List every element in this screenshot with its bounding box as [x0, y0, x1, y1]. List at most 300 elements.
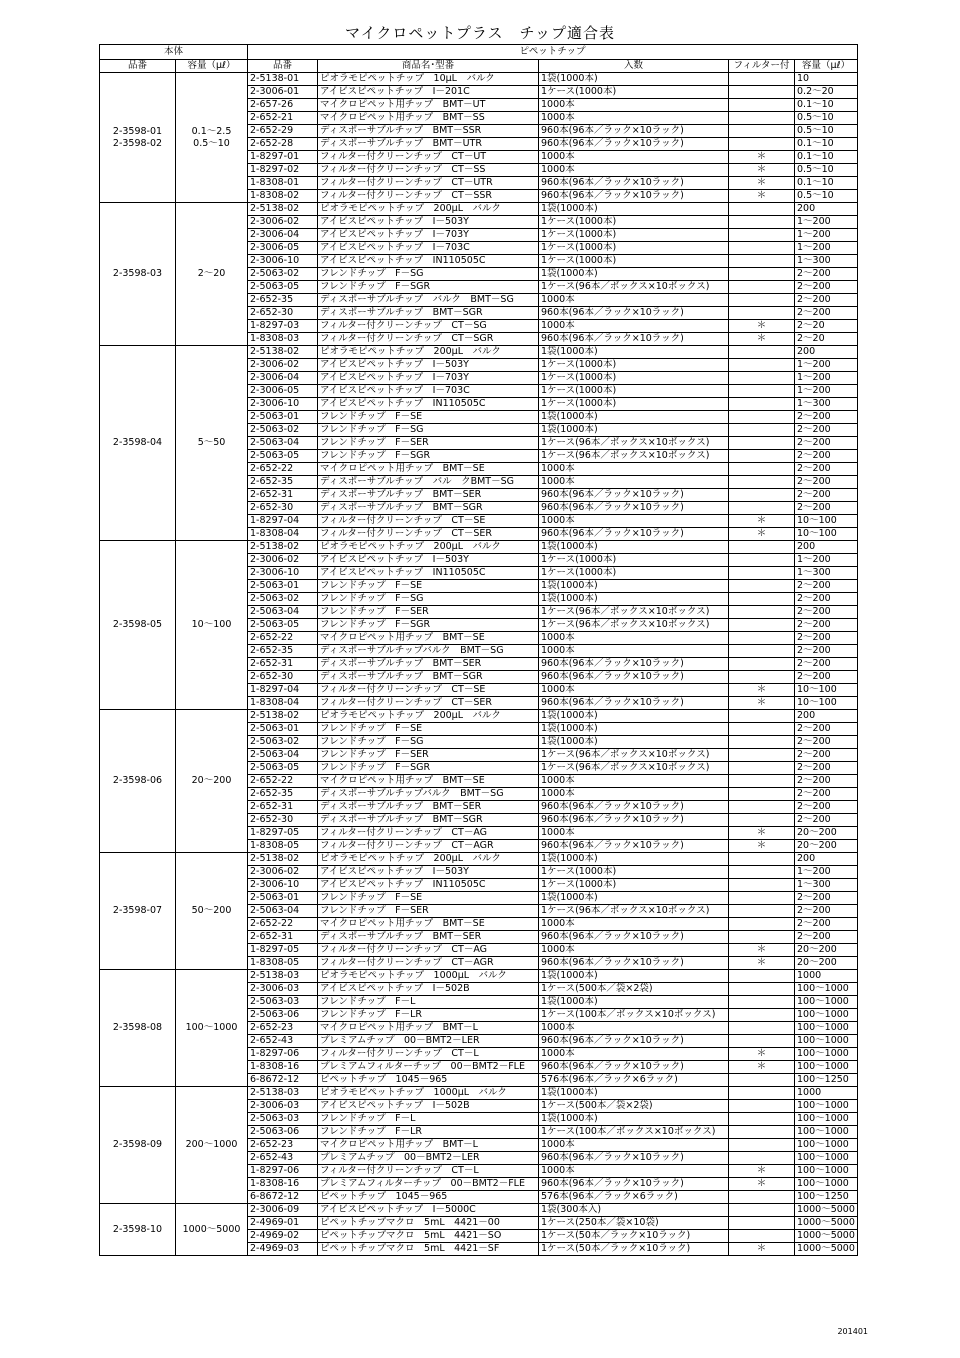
tip-code: 2-5063-01 — [248, 411, 318, 424]
tip-name: ディスポーサブルチップ BMT－SGR — [318, 814, 539, 827]
tip-code: 2-3006-05 — [248, 385, 318, 398]
filter-mark: ＊ — [729, 1243, 795, 1256]
tip-code: 1-8308-04 — [248, 697, 318, 710]
tip-name: ディスポーサブルチップ BMT－SGR — [318, 671, 539, 684]
tip-quantity: 1000本 — [539, 1139, 729, 1152]
tip-quantity: 1袋(1000本) — [539, 970, 729, 983]
filter-mark: ＊ — [729, 164, 795, 177]
tip-code: 1-8297-04 — [248, 684, 318, 697]
tip-quantity: 1ケース(96本／ボックス×10ボックス) — [539, 619, 729, 632]
tip-quantity: 1ケース(1000本) — [539, 554, 729, 567]
filter-mark — [729, 1217, 795, 1230]
tip-code: 2-5063-05 — [248, 450, 318, 463]
tip-quantity: 1袋(1000本) — [539, 424, 729, 437]
tip-name: マイクロピペット用チップ BMT－UT — [318, 99, 539, 112]
tip-name: ディスポーサブルチップバルク BMT－SG — [318, 788, 539, 801]
tip-volume: 2～200 — [795, 762, 858, 775]
tip-name: フィルター付クリーンチップ CT－SS — [318, 164, 539, 177]
tip-volume: 100～1000 — [795, 1165, 858, 1178]
tip-code: 2-652-22 — [248, 463, 318, 476]
tip-name: フレンドチップ F－SER — [318, 606, 539, 619]
tip-quantity: 1000本 — [539, 515, 729, 528]
body-code-cell — [100, 203, 176, 346]
tip-volume: 0.5～10 — [795, 164, 858, 177]
tip-name: アイビスピペットチップ I－503Y — [318, 216, 539, 229]
tip-name: ディスポーサブルチップ BMT－UTR — [318, 138, 539, 151]
tip-volume: 100～1000 — [795, 1152, 858, 1165]
tip-quantity: 960本(96本／ラック×10ラック) — [539, 840, 729, 853]
tip-volume: 1～200 — [795, 385, 858, 398]
tip-volume: 2～200 — [795, 671, 858, 684]
tip-name: ピペットチップマクロ 5mL 4421－SO — [318, 1230, 539, 1243]
tip-volume: 2～200 — [795, 476, 858, 489]
tip-code: 2-5063-02 — [248, 736, 318, 749]
tip-name: ディスポーサブルチップ BMT－SER — [318, 658, 539, 671]
tip-code: 2-5063-01 — [248, 580, 318, 593]
body-code-cell — [100, 541, 176, 710]
tip-volume: 1～300 — [795, 567, 858, 580]
tip-volume: 100～1000 — [795, 1048, 858, 1061]
tip-quantity: 1000本 — [539, 1048, 729, 1061]
tip-volume: 100～1000 — [795, 1035, 858, 1048]
tip-volume: 2～200 — [795, 580, 858, 593]
filter-mark — [729, 203, 795, 216]
tip-name: フレンドチップ F－L — [318, 1113, 539, 1126]
revision-code: 201401 — [837, 1327, 868, 1336]
filter-mark — [729, 411, 795, 424]
tip-quantity: 1000本 — [539, 827, 729, 840]
tip-quantity: 1ケース(96本／ボックス×10ボックス) — [539, 437, 729, 450]
tip-name: マイクロピペット用チップ BMT－L — [318, 1022, 539, 1035]
body-volume: 10～100 — [191, 619, 232, 630]
tip-volume: 200 — [795, 710, 858, 723]
page-title: マイクロペットプラス チップ適合表 — [344, 24, 616, 42]
tip-quantity: 1袋(300本入) — [539, 1204, 729, 1217]
tip-volume: 0.1～10 — [795, 99, 858, 112]
tip-code: 2-5063-06 — [248, 1009, 318, 1022]
filter-mark — [729, 294, 795, 307]
tip-quantity: 1袋(1000本) — [539, 580, 729, 593]
tip-volume: 2～200 — [795, 723, 858, 736]
tip-volume: 1～200 — [795, 359, 858, 372]
tip-volume: 2～200 — [795, 658, 858, 671]
tip-name: フレンドチップ F－SGR — [318, 281, 539, 294]
tip-code: 1-8297-05 — [248, 944, 318, 957]
tip-quantity: 1袋(1000本) — [539, 593, 729, 606]
tip-name: ピペットチップ 1045－965 — [318, 1074, 539, 1087]
tip-code: 1-8308-03 — [248, 333, 318, 346]
tip-volume: 2～200 — [795, 294, 858, 307]
tip-name: フィルター付クリーンチップ CT－AGR — [318, 840, 539, 853]
tip-name: ディスポーサブルチップ BMT－SER — [318, 489, 539, 502]
filter-mark — [729, 606, 795, 619]
tip-name: マイクロピペット用チップ BMT－SE — [318, 918, 539, 931]
tip-quantity: 1ケース(250本／袋×10袋) — [539, 1217, 729, 1230]
body-volume-cell — [176, 853, 248, 970]
filter-mark: ＊ — [729, 1048, 795, 1061]
filter-mark — [729, 775, 795, 788]
tip-volume: 2～200 — [795, 450, 858, 463]
tip-volume: 1000～5000 — [795, 1230, 858, 1243]
tip-volume: 100～1000 — [795, 1178, 858, 1191]
tip-volume: 2～200 — [795, 437, 858, 450]
tip-quantity: 1ケース(1000本) — [539, 86, 729, 99]
table-body — [100, 73, 858, 1256]
tip-quantity: 1ケース(500本／袋×2袋) — [539, 1100, 729, 1113]
filter-mark — [729, 1022, 795, 1035]
tip-quantity: 1ケース(96本／ボックス×10ボックス) — [539, 606, 729, 619]
tip-quantity: 1000本 — [539, 1022, 729, 1035]
tip-name: アイビスピペットチップ I－503Y — [318, 554, 539, 567]
tip-code: 2-5138-02 — [248, 853, 318, 866]
table-row — [100, 970, 858, 983]
tip-quantity: 1ケース(100本／ボックス×10ボックス) — [539, 1009, 729, 1022]
tip-volume: 2～200 — [795, 905, 858, 918]
tip-volume: 1000～5000 — [795, 1204, 858, 1217]
filter-mark — [729, 476, 795, 489]
tip-code: 2-5138-02 — [248, 541, 318, 554]
tip-code: 1-8308-05 — [248, 957, 318, 970]
filter-mark — [729, 138, 795, 151]
tip-quantity: 960本(96本／ラック×10ラック) — [539, 502, 729, 515]
filter-mark — [729, 1152, 795, 1165]
tip-volume: 20～200 — [795, 957, 858, 970]
filter-mark — [729, 99, 795, 112]
tip-quantity: 1000本 — [539, 463, 729, 476]
tip-code: 1-8297-06 — [248, 1048, 318, 1061]
filter-mark — [729, 593, 795, 606]
tip-code: 2-3006-10 — [248, 398, 318, 411]
tip-name: フィルター付クリーンチップ CT－SE — [318, 515, 539, 528]
tip-quantity: 960本(96本／ラック×10ラック) — [539, 1178, 729, 1191]
tip-quantity: 1ケース(1000本) — [539, 385, 729, 398]
tip-name: マイクロピペット用チップ BMT－SE — [318, 632, 539, 645]
body-code-cell — [100, 970, 176, 1087]
filter-mark — [729, 892, 795, 905]
tip-code: 2-5063-05 — [248, 281, 318, 294]
tip-name: フィルター付クリーンチップ CT－AG — [318, 827, 539, 840]
filter-mark: ＊ — [729, 151, 795, 164]
tip-code: 1-8297-01 — [248, 151, 318, 164]
tip-code: 2-652-35 — [248, 645, 318, 658]
body-volume: 2～20 — [197, 268, 226, 279]
tip-quantity: 960本(96本／ラック×10ラック) — [539, 125, 729, 138]
filter-mark — [729, 905, 795, 918]
body-volume-cell — [176, 970, 248, 1087]
body-code: 2-3598-05 — [112, 619, 163, 630]
filter-mark — [729, 1204, 795, 1217]
tip-name: フィルター付クリーンチップ CT－SER — [318, 697, 539, 710]
tip-name: プレミアムチップ 00－BMT2－LER — [318, 1152, 539, 1165]
filter-mark — [729, 489, 795, 502]
tip-code: 2-652-35 — [248, 476, 318, 489]
filter-mark — [729, 86, 795, 99]
filter-mark — [729, 736, 795, 749]
tip-quantity: 1袋(1000本) — [539, 1113, 729, 1126]
tip-name: フィルター付クリーンチップ CT－SGR — [318, 333, 539, 346]
tip-volume: 1～300 — [795, 879, 858, 892]
body-volume: 0.1～2.5 — [191, 125, 232, 137]
tip-quantity: 1ケース(1000本) — [539, 229, 729, 242]
tip-name: フィルター付クリーンチップ CT－SSR — [318, 190, 539, 203]
tip-volume: 200 — [795, 346, 858, 359]
tip-name: フレンドチップ F－SG — [318, 736, 539, 749]
tip-quantity: 1ケース(96本／ボックス×10ボックス) — [539, 762, 729, 775]
tip-quantity: 1袋(1000本) — [539, 723, 729, 736]
body-code: 2-3598-08 — [112, 1022, 163, 1033]
tip-code: 2-5063-06 — [248, 1126, 318, 1139]
tip-quantity: 1袋(1000本) — [539, 996, 729, 1009]
body-volume: 0.5～10 — [193, 137, 230, 149]
table-row — [100, 73, 858, 86]
tip-volume: 1～200 — [795, 242, 858, 255]
body-code-cell — [100, 853, 176, 970]
tip-name: フレンドチップ F－SE — [318, 892, 539, 905]
body-code: 2-3598-02 — [112, 137, 163, 149]
tip-quantity: 1ケース(96本／ボックス×10ボックス) — [539, 450, 729, 463]
tip-code: 2-3006-10 — [248, 255, 318, 268]
body-code: 2-3598-09 — [112, 1139, 163, 1150]
tip-quantity: 1000本 — [539, 320, 729, 333]
tip-code: 2-652-29 — [248, 125, 318, 138]
tip-name: ピペットチップマクロ 5mL 4421－00 — [318, 1217, 539, 1230]
filter-mark — [729, 983, 795, 996]
tip-name: ピオラモピペットチップ 200μL バルク — [318, 541, 539, 554]
filter-mark — [729, 229, 795, 242]
filter-mark — [729, 632, 795, 645]
tip-code: 2-3006-02 — [248, 866, 318, 879]
body-volume-cell — [176, 1204, 248, 1256]
tip-volume: 2～200 — [795, 918, 858, 931]
tip-volume: 2～200 — [795, 424, 858, 437]
tip-quantity: 960本(96本／ラック×10ラック) — [539, 814, 729, 827]
table-row — [100, 203, 858, 216]
tip-volume: 1～200 — [795, 229, 858, 242]
tip-volume: 2～200 — [795, 593, 858, 606]
tip-code: 1-8308-04 — [248, 528, 318, 541]
tip-code: 2-652-30 — [248, 307, 318, 320]
col-tip-volume-header: 容量（μℓ） — [795, 60, 858, 73]
tip-name: フィルター付クリーンチップ CT－SE — [318, 684, 539, 697]
filter-mark — [729, 307, 795, 320]
tip-code: 2-5063-04 — [248, 905, 318, 918]
filter-mark — [729, 346, 795, 359]
tip-code: 2-652-30 — [248, 671, 318, 684]
tip-volume: 2～200 — [795, 645, 858, 658]
tip-name: ピペットチップマクロ 5mL 4421－SF — [318, 1243, 539, 1256]
tip-quantity: 1000本 — [539, 294, 729, 307]
tip-code: 1-8308-16 — [248, 1178, 318, 1191]
tip-volume: 0.5～10 — [795, 190, 858, 203]
tip-code: 2-652-30 — [248, 814, 318, 827]
tip-code: 2-3006-03 — [248, 1100, 318, 1113]
tip-name: アイビスピペットチップ IN110505C — [318, 255, 539, 268]
tip-code: 2-4969-03 — [248, 1243, 318, 1256]
tip-quantity: 1000本 — [539, 918, 729, 931]
filter-mark: ＊ — [729, 320, 795, 333]
tip-name: フレンドチップ F－SER — [318, 437, 539, 450]
tip-code: 2-5063-01 — [248, 892, 318, 905]
tip-volume: 100～1000 — [795, 1061, 858, 1074]
tip-quantity: 1ケース(500本／袋×2袋) — [539, 983, 729, 996]
filter-mark — [729, 125, 795, 138]
tip-volume: 10～100 — [795, 697, 858, 710]
filter-mark — [729, 918, 795, 931]
tip-name: アイビスピペットチップ I－503Y — [318, 866, 539, 879]
tip-volume: 0.5～10 — [795, 112, 858, 125]
tip-name: フレンドチップ F－SE — [318, 411, 539, 424]
tip-quantity: 1ケース(1000本) — [539, 372, 729, 385]
filter-mark — [729, 866, 795, 879]
tip-quantity: 1000本 — [539, 1165, 729, 1178]
filter-mark — [729, 879, 795, 892]
body-code: 2-3598-07 — [112, 905, 163, 916]
body-volume: 50～200 — [191, 905, 232, 916]
body-volume-cell — [176, 73, 248, 203]
filter-mark — [729, 658, 795, 671]
tip-quantity: 1袋(1000本) — [539, 710, 729, 723]
tip-code: 2-5063-01 — [248, 723, 318, 736]
tip-quantity: 1袋(1000本) — [539, 411, 729, 424]
tip-name: ディスポーサブルチップ BMT－SGR — [318, 502, 539, 515]
tip-name: マイクロピペット用チップ BMT－SE — [318, 463, 539, 476]
tip-quantity: 1袋(1000本) — [539, 853, 729, 866]
tip-quantity: 1000本 — [539, 788, 729, 801]
tip-quantity: 1ケース(50本／ラック×10ラック) — [539, 1230, 729, 1243]
filter-mark: ＊ — [729, 1061, 795, 1074]
tip-code: 1-8308-02 — [248, 190, 318, 203]
tip-volume: 100～1000 — [795, 1113, 858, 1126]
tip-code: 2-652-22 — [248, 775, 318, 788]
body-code-cell — [100, 1204, 176, 1256]
filter-mark: ＊ — [729, 333, 795, 346]
tip-name: フィルター付クリーンチップ CT－AGR — [318, 957, 539, 970]
col-body-volume-header: 容量（μℓ） — [176, 60, 248, 73]
tip-quantity: 960本(96本／ラック×10ラック) — [539, 190, 729, 203]
tip-quantity: 960本(96本／ラック×10ラック) — [539, 658, 729, 671]
tip-volume: 2～200 — [795, 606, 858, 619]
tip-quantity: 576本(96本／ラック×6ラック) — [539, 1191, 729, 1204]
filter-mark — [729, 801, 795, 814]
tip-volume: 200 — [795, 203, 858, 216]
tip-name: フレンドチップ F－SER — [318, 905, 539, 918]
tip-code: 2-652-35 — [248, 788, 318, 801]
tip-quantity: 1000本 — [539, 775, 729, 788]
filter-mark — [729, 398, 795, 411]
filter-mark — [729, 1074, 795, 1087]
tip-volume: 10～100 — [795, 515, 858, 528]
tip-quantity: 960本(96本／ラック×10ラック) — [539, 307, 729, 320]
filter-mark — [729, 1139, 795, 1152]
body-volume-cell — [176, 203, 248, 346]
tip-volume: 100～1000 — [795, 1126, 858, 1139]
tip-volume: 100～1000 — [795, 1100, 858, 1113]
body-code: 2-3598-04 — [112, 437, 163, 448]
filter-mark — [729, 580, 795, 593]
tip-code: 2-4969-02 — [248, 1230, 318, 1243]
filter-mark — [729, 385, 795, 398]
tip-quantity: 960本(96本／ラック×10ラック) — [539, 177, 729, 190]
tip-quantity: 1ケース(1000本) — [539, 879, 729, 892]
tip-name: プレミアムチップ 00－BMT2－LER — [318, 1035, 539, 1048]
tip-code: 2-652-43 — [248, 1035, 318, 1048]
body-volume: 100～1000 — [185, 1022, 238, 1033]
filter-mark — [729, 502, 795, 515]
tip-volume: 20～200 — [795, 827, 858, 840]
filter-mark — [729, 853, 795, 866]
tip-name: アイビスピペットチップ IN110505C — [318, 879, 539, 892]
body-code-cell — [100, 1087, 176, 1204]
tip-name: ディスポーサブルチップ バル クBMT－SG — [318, 476, 539, 489]
tip-name: フレンドチップ F－L — [318, 996, 539, 1009]
filter-mark — [729, 73, 795, 86]
tip-name: ピオラモピペットチップ 10μL バルク — [318, 73, 539, 86]
tip-volume: 10～100 — [795, 684, 858, 697]
tip-name: プレミアムフィルターチップ 00－BMT2－FLE — [318, 1178, 539, 1191]
tip-quantity: 1000本 — [539, 151, 729, 164]
tip-volume: 2～200 — [795, 736, 858, 749]
tip-quantity: 1ケース(1000本) — [539, 255, 729, 268]
tip-code: 2-652-35 — [248, 294, 318, 307]
tip-volume: 2～200 — [795, 268, 858, 281]
body-code: 2-3598-03 — [112, 268, 163, 279]
tip-name: マイクロピペット用チップ BMT－SS — [318, 112, 539, 125]
tip-code: 2-3006-10 — [248, 567, 318, 580]
tip-volume: 1～300 — [795, 255, 858, 268]
tip-code: 2-3006-05 — [248, 242, 318, 255]
tip-name: フレンドチップ F－SG — [318, 593, 539, 606]
filter-mark: ＊ — [729, 827, 795, 840]
tip-quantity: 1袋(1000本) — [539, 1087, 729, 1100]
tip-volume: 0.1～10 — [795, 138, 858, 151]
tip-code: 2-5063-04 — [248, 749, 318, 762]
filter-mark: ＊ — [729, 684, 795, 697]
filter-mark — [729, 216, 795, 229]
tip-name: フレンドチップ F－SE — [318, 723, 539, 736]
filter-mark — [729, 1230, 795, 1243]
filter-mark — [729, 1087, 795, 1100]
tip-name: アイビスピペットチップ I－503Y — [318, 359, 539, 372]
tip-code: 2-5138-02 — [248, 346, 318, 359]
tip-volume: 100～1000 — [795, 996, 858, 1009]
tip-code: 1-8308-05 — [248, 840, 318, 853]
tip-quantity: 1袋(1000本) — [539, 892, 729, 905]
tip-quantity: 1袋(1000本) — [539, 73, 729, 86]
filter-mark: ＊ — [729, 697, 795, 710]
tip-name: フレンドチップ F－LR — [318, 1126, 539, 1139]
tip-code: 2-652-31 — [248, 931, 318, 944]
tip-volume: 100～1000 — [795, 1022, 858, 1035]
tip-quantity: 960本(96本／ラック×10ラック) — [539, 489, 729, 502]
tip-quantity: 960本(96本／ラック×10ラック) — [539, 671, 729, 684]
tip-volume: 2～200 — [795, 307, 858, 320]
col-tip-code-header: 品番 — [248, 60, 318, 73]
tip-quantity: 1000本 — [539, 164, 729, 177]
tip-quantity: 960本(96本／ラック×10ラック) — [539, 1152, 729, 1165]
tip-volume: 1～300 — [795, 398, 858, 411]
tip-volume: 2～200 — [795, 788, 858, 801]
tip-code: 2-5138-01 — [248, 73, 318, 86]
tip-volume: 2～200 — [795, 749, 858, 762]
tip-volume: 200 — [795, 541, 858, 554]
tip-volume: 100～1250 — [795, 1191, 858, 1204]
tip-volume: 10～100 — [795, 528, 858, 541]
body-volume-cell — [176, 710, 248, 853]
tip-code: 2-5063-02 — [248, 268, 318, 281]
tip-code: 1-8297-02 — [248, 164, 318, 177]
tip-name: フレンドチップ F－LR — [318, 1009, 539, 1022]
tip-code: 2-652-22 — [248, 918, 318, 931]
